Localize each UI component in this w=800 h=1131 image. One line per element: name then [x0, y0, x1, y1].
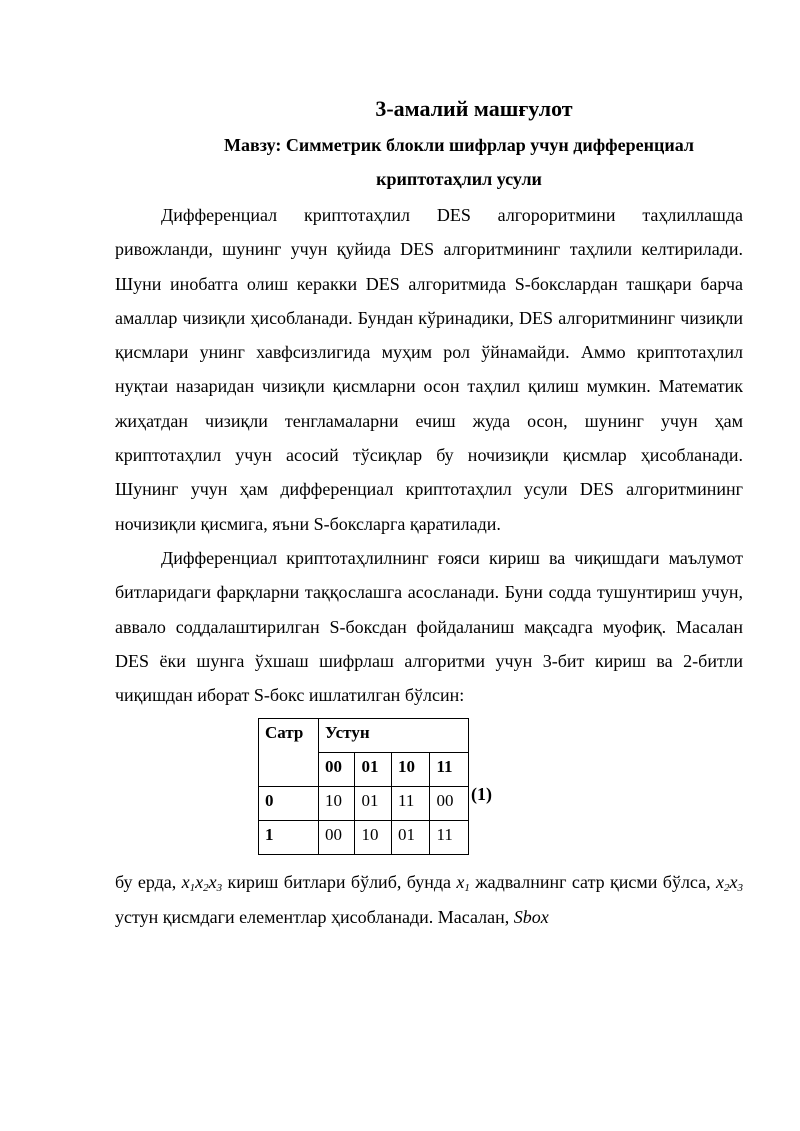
row-label: 1 — [259, 821, 319, 855]
text-run: кириш битлари бўлиб, бунда — [222, 872, 457, 893]
column-label: 00 — [319, 753, 355, 787]
text-run: устун қисмдаги елементлар ҳисобланади. Масалан, — [115, 906, 514, 927]
text-run: жадвалнинг сатр қисми бўлса, — [469, 872, 716, 893]
column-label: 10 — [391, 753, 430, 787]
sbox-table-block — [115, 712, 743, 855]
row-header-cell: Сатр — [259, 719, 319, 787]
table-cell: 11 — [430, 821, 469, 855]
math-var: $x_2x_3$ — [716, 872, 743, 895]
math-var: $x_1x_2x_3$ — [181, 872, 223, 895]
table-cell: 01 — [355, 787, 391, 821]
paragraph-2: Дифференциал криптотаҳлилнинг ғояси кириш ва чиқишдаги маълумот битларидаги фарқларни таққослашга асосланади. Буни содда тушунтириш учун, аввало соддалаштирилган S-боксдан фойдаланиш мақсадга муофиқ. Масалан DES ёки шунга ўхшаш шифрлаш алгоритми учун 3-бит кириш ва 2-битли чиқишдан иборат S-бокс ишлатилган бўлсин: — [115, 547, 743, 706]
table-cell: 10 — [319, 787, 355, 821]
text-run: бу ерда, — [115, 872, 182, 893]
paragraph-3 — [115, 865, 743, 934]
table-cell: 10 — [355, 821, 391, 855]
paragraph-1: Дифференциал криптотаҳлил DES алгороритмини таҳлиллашда ривожланди, шунинг учун қуйида DES алгоритмининг таҳлили келтирилади. Шуни инобатга олиш керакки DES алгоритмида S-бокслардан ташқари барча амаллар чизиқли ҳисобланади. Бундан кўринадики, DES алгоритмининг чизиқли қисмлари унинг хавфсизлигида муҳим рол ўйнамайди. Аммо криптотаҳлил нуқтаи назаридан чизиқли қисмларни осон таҳлил қилиш мумкин. Математик жиҳатдан чизиқли тенгламаларни ечиш жуда осон, шунинг учун ҳам криптотаҳлил учун асосий тўсиқлар бу ночизиқли қисмлар ҳисобланади. Шунинг учун ҳам дифференциал криптотаҳлил усули DES алгоритмининг ночизиқли қисмига, яъни S-боксларга қаратилади. — [115, 205, 743, 534]
table-cell: 00 — [319, 821, 355, 855]
row-label: 0 — [259, 787, 319, 821]
table-cell: 01 — [391, 821, 430, 855]
page-title: 3-амалий машғулот — [375, 96, 573, 121]
col-header-cell: Устун — [319, 719, 469, 753]
column-label: 01 — [355, 753, 391, 787]
sbox-term: Sbox — [513, 906, 549, 927]
sbox-table — [258, 718, 469, 855]
table-cell: 00 — [430, 787, 469, 821]
math-var: $x_1$ — [456, 872, 470, 895]
topic-heading: Мавзу: Симметрик блокли шифрлар учун дифференциал криптотаҳлил усули — [224, 135, 694, 189]
document-page — [115, 96, 743, 934]
table-cell: 11 — [391, 787, 430, 821]
equation-number: (1) — [471, 784, 492, 805]
column-label: 11 — [430, 753, 469, 787]
